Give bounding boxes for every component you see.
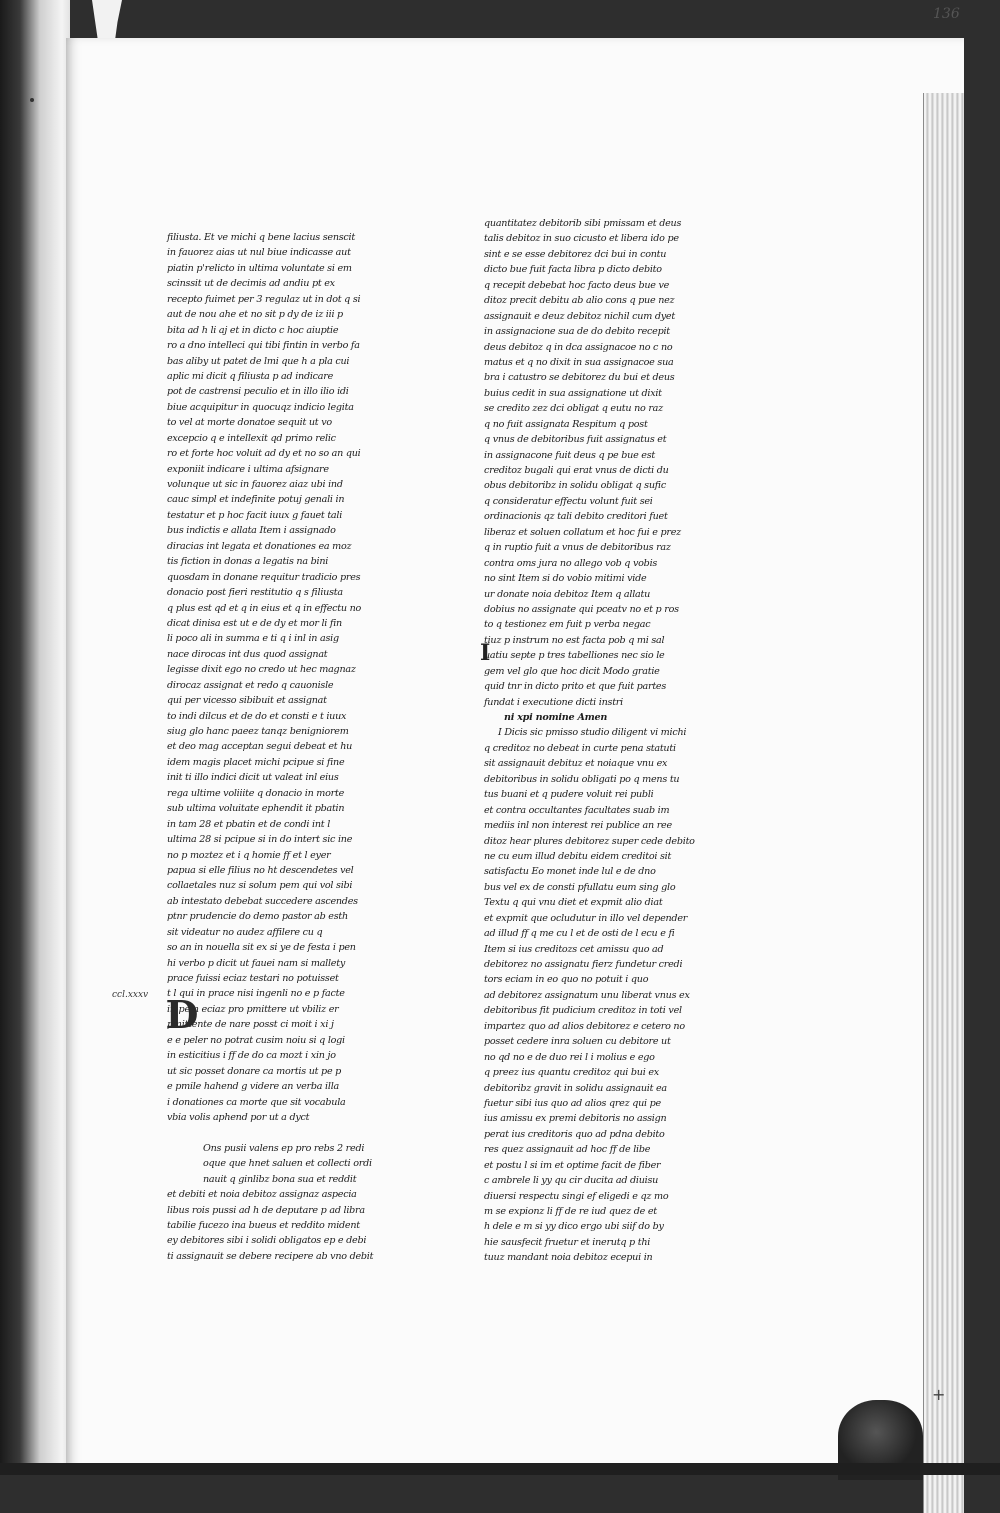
manuscript-line: et postu l si im et optime facit de fiber (484, 1159, 661, 1171)
manuscript-line: q in ruptio fuit a vnus de debitoribus raz (484, 542, 671, 554)
manuscript-line: uatiu septe p tres tabelliones nec sio le (484, 650, 665, 662)
manuscript-line: deus debitoz q in dca assignacoe no c no (484, 341, 673, 353)
manuscript-line: posset cedere inra soluen cu debitore ut (484, 1036, 671, 1048)
manuscript-line: h dele e m si yy dico ergo ubi siif do by (484, 1221, 664, 1233)
manuscript-line: q recepit debebat hoc facto deus bue ve (484, 279, 670, 291)
book-binding-left (0, 0, 70, 1475)
manuscript-line: tors eciam in eo quo no potuit i quo (484, 974, 649, 986)
manuscript-line: debitoribus fit pudicium creditoz in toti vel (484, 1005, 682, 1017)
manuscript-line: Item si ius creditozs cet amissu quo ad (484, 943, 664, 955)
section-heading: ni xpi nomine Amen (504, 712, 608, 723)
manuscript-line: gem vel glo que hoc dicit Modo gratie (484, 665, 660, 677)
manuscript-line: fuetur sibi ius quo ad alios qrez qui pe (484, 1097, 661, 1109)
manuscript-line: recepto fuimet per 3 regulaz ut in dot q si (167, 293, 361, 305)
manuscript-line: bus vel ex de consti pfullatu eum sing glo (484, 881, 676, 893)
manuscript-line: ro et forte hoc voluit ad dy et no so an qui (167, 448, 361, 460)
manuscript-line: ro a dno intelleci qui tibi fintin in verbo fa (167, 340, 360, 352)
manuscript-line: cauc simpl et indefinite potuj genali in (167, 494, 345, 506)
manuscript-line: ultima 28 si pcipue si in do intert sic ine (167, 834, 353, 846)
decorated-initial-right: I (480, 640, 491, 666)
manuscript-line: buius cedit in sua assignatione ut dixit (484, 387, 662, 399)
manuscript-line: e e peler no potrat cusim noiu si q logi (167, 1034, 345, 1046)
manuscript-line: creditoz bugali qui erat vnus de dicti du (484, 465, 669, 476)
ink-dot (30, 98, 34, 102)
folio-number: 136 (933, 6, 960, 22)
manuscript-line: prace fuissi eciaz testari no potuisset (167, 973, 339, 984)
manuscript-line: tus buani et q pudere voluit rei publi (484, 789, 654, 801)
manuscript-line: dirocaz assignat et redo q cauonisle (167, 679, 334, 691)
manuscript-line: matus et q no dixit in sua assignacoe sua (484, 356, 674, 368)
manuscript-line: nace dirocas int dus quod assignat (167, 648, 328, 660)
manuscript-line: to vel at morte donatoe sequit ut vo (167, 417, 332, 429)
manuscript-line: pmittente de nare posst ci moit i xi j (167, 1019, 334, 1031)
manuscript-line: sub ultima voluitate ephendit it pbatin (167, 803, 345, 815)
manuscript-line: ab intestato debebat succedere ascendes (167, 895, 358, 907)
manuscript-line: init ti illo indici dicit ut valeat inl eius (167, 772, 339, 784)
manuscript-line: et expmit que ocludutur in illo vel depender (484, 912, 688, 924)
column-gap (167, 1125, 435, 1140)
manuscript-line: to q testionez em fuit p verba negac (484, 619, 651, 631)
corner-plus-mark: + (932, 1385, 946, 1404)
manuscript-line: sint e se esse debitorez dci bui in contu (484, 248, 667, 260)
manuscript-line: in tam 28 et pbatin et de condi int l (167, 818, 331, 830)
manuscript-line: biue acquipitur in quocuqz indicio legita (167, 401, 354, 413)
manuscript-line: ius amissu ex premi debitoris no assign (484, 1113, 667, 1125)
manuscript-line: assignauit e deuz debitoz nichil cum dyet (484, 310, 675, 322)
manuscript-line: ptnr prudencie do demo pastor ab esth (167, 911, 348, 923)
manuscript-line: q plus est qd et q in eius et q in effectu no (167, 602, 362, 614)
manuscript-line: i donationes ca morte que sit vocabula (167, 1096, 346, 1108)
manuscript-line: pot de castrensi peculio et in illo ilio idi (167, 386, 349, 398)
manuscript-line: diracias int legata et donationes ea moz (167, 540, 352, 552)
manuscript-line: t l qui in prace nisi ingenli no e p facte (167, 988, 345, 1000)
manuscript-line: q consideratur effectu volunt fuit sei (484, 495, 653, 507)
manuscript-line: in pem eciaz pro pmittere ut vbiliz er (167, 1003, 339, 1015)
manuscript-line: volunque ut sic in fauorez aiaz ubi ind (167, 479, 343, 490)
manuscript-line: res quez assignauit ad hoc ff de libe (484, 1144, 651, 1156)
scan-bottom-edge (0, 1463, 1000, 1475)
manuscript-line: tuuz mandant noia debitoz ecepui in (484, 1252, 653, 1264)
manuscript-line: in assignacione sua de do debito recepit (484, 326, 670, 338)
manuscript-line: Ons pusii valens ep pro rebs 2 redi (203, 1142, 365, 1154)
manuscript-line: ditoz precit debitu ab alio cons q pue nez (484, 295, 675, 307)
manuscript-line: libus rois pussi ad h de deputare p ad libra (167, 1204, 365, 1216)
manuscript-line: debitorez no assignatu fierz fundetur credi (484, 959, 683, 970)
manuscript-line: no qd no e de duo rei l i molius e ego (484, 1051, 655, 1063)
manuscript-line: in esticitius i ff de do ca mozt i xin jo (167, 1050, 336, 1062)
manuscript-line: bas aliby ut patet de lmi que h a pla cui (167, 355, 350, 367)
manuscript-line: to indi dilcus et de do et consti e t iuux (167, 710, 347, 722)
manuscript-line: obus debitoribz in solidu obligat q sufic (484, 480, 666, 492)
manuscript-line: contra oms jura no allego vob q vobis (484, 557, 658, 569)
manuscript-line: sit videatur no audez affilere cu q (167, 926, 323, 938)
manuscript-line: ut sic posset donare ca mortis ut pe p (167, 1065, 342, 1077)
manuscript-line: et debiti et noia debitoz assignaz aspecia (167, 1189, 357, 1201)
manuscript-line: q creditoz no debeat in curte pena statuti (484, 742, 676, 754)
manuscript-line: collaetales nuz si solum pem qui vol sibi (167, 880, 353, 892)
manuscript-line: oque que hnet saluen et collecti ordi (203, 1158, 372, 1170)
manuscript-line: idem magis placet michi pcipue si fine (167, 756, 345, 768)
manuscript-line: talis debitoz in suo cicusto et libera ido pe (484, 233, 679, 245)
manuscript-line: tabilie fucezo ina bueus et reddito mident (167, 1220, 360, 1231)
manuscript-line: quosdam in donane requitur tradicio pres (167, 571, 361, 583)
manuscript-line: scinssit ut de decimis ad andiu pt ex (167, 278, 335, 290)
manuscript-line: no p moztez et i q homie ff et l eyer (167, 849, 331, 861)
manuscript-line: dicto bue fuit facta libra p dicto debito (484, 264, 662, 276)
manuscript-line: Textu q qui vnu diet et expmit alio diat (484, 897, 663, 909)
manuscript-line: no sint Item si do vobio mitimi vide (484, 573, 647, 585)
manuscript-line: impartez quo ad alios debitorez e cetero no (484, 1020, 685, 1032)
manuscript-line: nauit q ginlibz bona sua et reddit (203, 1173, 357, 1185)
manuscript-line: piatin p'relicto in ultima voluntate si em (167, 262, 352, 274)
decorated-initial-left: D (165, 992, 199, 1037)
manuscript-line: bita ad h li aj et in dicto c hoc aiuptie (167, 324, 339, 336)
manuscript-line: papua si elle filius no ht descendetes vel (167, 864, 354, 876)
manuscript-line: in assignacone fuit deus q pe bue est (484, 449, 656, 461)
manuscript-line: ne cu eum illud debitu eidem creditoi sit (484, 850, 672, 862)
manuscript-line: m se expionz li ff de re iud quez de et (484, 1206, 657, 1217)
manuscript-line: q no fuit assignata Respitum q post (484, 418, 648, 430)
manuscript-line: rega ultime voliiite q donacio in morte (167, 787, 345, 799)
manuscript-line: in fauorez aias ut nul biue indicasse aut (167, 247, 351, 259)
manuscript-line: tiuz p instrum no est facta pob q mi sal (484, 634, 665, 646)
page-edges (923, 93, 964, 1513)
manuscript-line: testatur et p hoc facit iuux g fauet tali (167, 509, 343, 521)
manuscript-line: legisse dixit ego no credo ut hec magnaz (167, 664, 356, 676)
manuscript-line: satisfactu Eo monet inde lul e de dno (484, 866, 656, 878)
manuscript-line: vbia volis aphend por ut a dyct (167, 1111, 310, 1123)
manuscript-line: liberaz et soluen collatum et hoc fui e prez (484, 526, 681, 538)
manuscript-line: bra i catustro se debitorez du bui et deus (484, 372, 675, 384)
manuscript-line: ey debitores sibi i solidi obligatos ep e debi (167, 1235, 367, 1247)
manuscript-line: quid tnr in dicto prito et que fuit partes (484, 681, 667, 693)
manuscript-line: q vnus de debitoribus fuit assignatus et (484, 434, 667, 446)
manuscript-line: perat ius creditoris quo ad pdna debito (484, 1128, 665, 1140)
manuscript-line: diuersi respectu singi ef eligedi e qz mo (484, 1190, 669, 1202)
manuscript-line: dobius no assignate qui pceatv no et p ros (484, 603, 679, 615)
manuscript-line: ad illud ff q me cu l et de osti de l ecu e fi (484, 928, 675, 940)
manuscript-line: debitoribus in solidu obligati po q mens tu (484, 773, 680, 785)
margin-note: ccl.xxxv (112, 990, 149, 1000)
manuscript-line: et contra occultantes facultates suab im (484, 804, 670, 816)
manuscript-line: c ambrele li yy qu cir ducita ad diuisu (484, 1175, 659, 1187)
manuscript-line: fundat i executione dicti instri (484, 696, 623, 708)
manuscript-line: exponiit indicare i ultima afsignare (167, 463, 329, 475)
manuscript-line: filiusta. Et ve michi q bene lacius senscit (167, 232, 355, 243)
manuscript-line: li poco ali in summa e ti q i inl in asig (167, 633, 339, 645)
text-column-right (484, 216, 744, 1264)
manuscript-line: hie sausfecit fruetur et inerutq p thi (484, 1236, 651, 1248)
manuscript-line: quantitatez debitorib sibi pmissam et deus (484, 218, 682, 229)
manuscript-line: so an in nouella sit ex si ye de festa i pen (167, 942, 356, 954)
manuscript-line: q preez ius quantu creditoz qui bui ex (484, 1067, 659, 1079)
text-column-left (167, 230, 435, 1262)
manuscript-line: ur donate noia debitoz Item q allatu (484, 588, 651, 600)
manuscript-line: se credito zez dci obligat q eutu no raz (484, 403, 663, 415)
manuscript-line: qui per vicesso sibibuit et assignat (167, 695, 327, 707)
manuscript-line: aplic mi dicit q filiusta p ad indicare (167, 370, 334, 382)
manuscript-line: aut de nou ahe et no sit p dy de iz iii p (167, 309, 343, 321)
manuscript-line: excepcio q e intellexit qd primo relic (167, 432, 336, 444)
manuscript-line: tis fiction in donas a legatis na bini (167, 556, 329, 568)
manuscript-line: sit assignauit debituz et noiaque vnu ex (484, 758, 668, 770)
manuscript-line: hi verbo p dicit ut fauei nam si mallety (167, 957, 346, 969)
manuscript-line: mediis inl non interest rei publice an ree (484, 820, 672, 832)
manuscript-line: et deo mag acceptan segui debeat et hu (167, 741, 353, 753)
manuscript-line: ad debitorez assignatum unu liberat vnus ex (484, 989, 690, 1001)
manuscript-line: ditoz hear plures debitorez super cede debito (484, 835, 695, 847)
manuscript-line: I Dicis sic pmisso studio diligent vi michi (498, 727, 687, 739)
manuscript-line: ordinacionis qz tali debito creditori fuet (484, 511, 668, 523)
manuscript-line: ti assignauit se debere recipere ab vno debit (167, 1250, 374, 1262)
manuscript-line: bus indictis e allata Item i assignado (167, 525, 336, 537)
manuscript-line: donacio post fieri restitutio q s filiusta (167, 587, 343, 599)
manuscript-line: siug glo hanc paeez tanqz benigniorem (167, 726, 349, 737)
manuscript-line: debitoribz gravit in solidu assignauit ea (484, 1082, 667, 1094)
manuscript-line: e pmile hahend g videre an verba illa (167, 1081, 339, 1093)
manuscript-line: dicat dinisa est ut e de dy et mor li fin (167, 617, 342, 629)
